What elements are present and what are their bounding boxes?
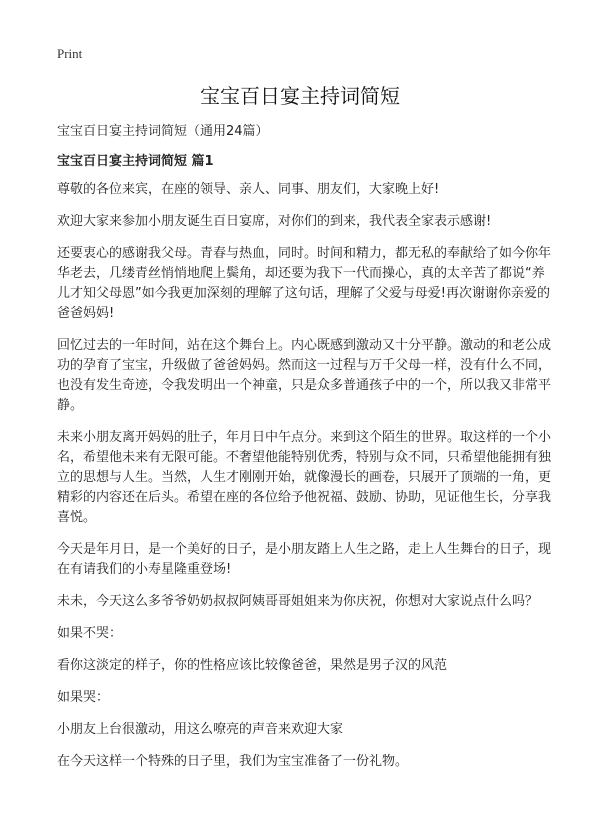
- paragraph: 未未，今天这么多爷爷奶奶叔叔阿姨哥哥姐姐来为你庆祝，你想对大家说点什么吗？: [57, 594, 539, 609]
- paragraph: 欢迎大家来参加小朋友诞生百日宴席，对你们的到来，我代表全家表示感谢!: [57, 214, 492, 229]
- paragraph: 还要衷心的感谢我父母。青春与热血，同时。时间和精力，都无私的奉献给了如今你年华老去，几缕青丝悄悄地爬上鬓角，却还要为我下一代而操心，真的太辛苦了都说“养儿才知父母恩”如今我更加深刻的理解了这句话，理解了父爱与母爱!再次谢谢你亲爱的爸爸妈妈!: [57, 246, 552, 321]
- document-body: [57, 122, 553, 784]
- section-heading: 宝宝百日宴主持词简短 篇1: [57, 154, 214, 169]
- document-subtitle: 宝宝百日宴主持词简短（通用24篇）: [57, 124, 269, 139]
- paragraph: 如果哭：: [57, 690, 110, 705]
- paragraph: 今天是年月日，是一个美好的日子，是小朋友踏上人生之路，走上人生舞台的日子，现在有请我们的小寿星隆重登场!: [57, 542, 552, 577]
- paragraph: 在今天这样一个特殊的日子里，我们为宝宝准备了一份礼物。: [57, 754, 409, 769]
- document-title: 宝宝百日宴主持词简短: [200, 84, 400, 108]
- paragraph: 如果不哭：: [57, 626, 123, 641]
- print-link[interactable]: Print: [57, 46, 83, 61]
- paragraph: 小朋友上台很激动，用这么嘹亮的声音来欢迎大家: [57, 722, 344, 737]
- paragraph: 尊敬的各位来宾，在座的领导、亲人、同事、朋友们，大家晚上好!: [57, 182, 440, 197]
- paragraph: 回忆过去的一年时间，站在这个舞台上。内心既感到激动又十分平静。激动的和老公成功的孕育了宝宝，升级做了爸爸妈妈。然而这一过程与万千父母一样，没有什么不同，也没有发生奇迹，令我发明出一个神童，只是众多普通孩子中的一个，所以我又非常平静。: [57, 338, 552, 413]
- paragraph: 未来小朋友离开妈妈的肚子，年月日中午点分。来到这个陌生的世界。取这样的一个小名，希望他未来有无限可能。不奢望他能特别优秀，特别与众不同，只希望他能拥有独立的思想与人生。当然，人生才刚刚开始，就像漫长的画卷，只展开了顶端的一角，更精彩的内容还在后头。希望在座的各位给予他祝福、鼓励、协助，见证他生长，分享我喜悦。: [57, 430, 552, 525]
- paragraph: 看你这淡定的样子，你的性格应该比较像爸爸，果然是男子汉的风范: [57, 658, 448, 673]
